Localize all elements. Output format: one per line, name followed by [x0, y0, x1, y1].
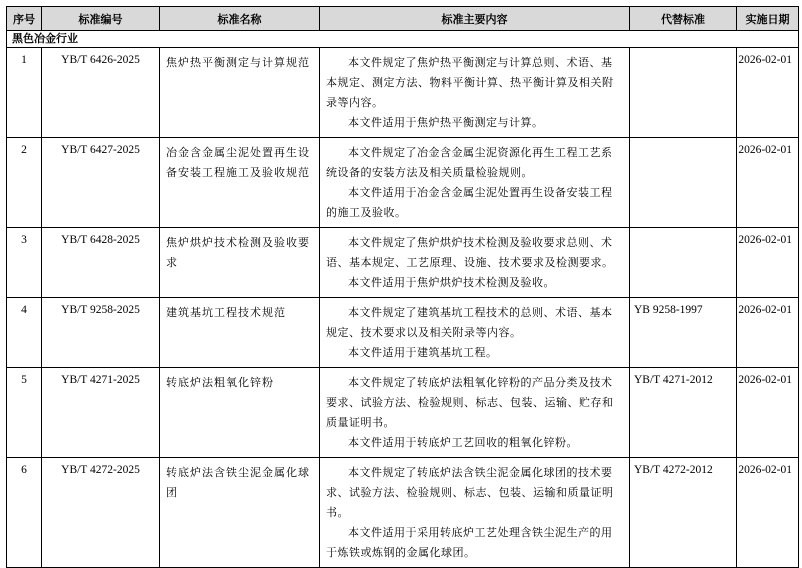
row-name: 焦炉热平衡测定与计算规范: [160, 48, 320, 138]
row-code: YB/T 9258-2025: [42, 298, 160, 368]
row-code: YB/T 4272-2025: [42, 458, 160, 568]
row-seq: 3: [7, 228, 42, 298]
row-replaced: YB 9258-1997: [630, 298, 737, 368]
row-replaced: [630, 138, 737, 228]
standards-table: [6, 6, 799, 568]
row-seq: 2: [7, 138, 42, 228]
row-code: YB/T 4271-2025: [42, 368, 160, 458]
row-content-para1: 本文件规定了建筑基坑工程技术的总则、术语、基本规定、技术要求以及相关附录等内容。: [326, 306, 613, 339]
row-replaced: [630, 228, 737, 298]
row-content-para1: 本文件规定了转底炉法含铁尘泥金属化球团的技术要求、试验方法、检验规则、标志、包装、运输和质量证明书。: [326, 466, 614, 519]
row-content-para2: 本文件适用于冶金含金属尘泥处置再生设备安装工程的施工及验收。: [326, 186, 613, 219]
header-date: 实施日期: [737, 7, 799, 31]
table-row: [7, 228, 799, 298]
row-replaced: YB/T 4271-2012: [630, 368, 737, 458]
row-content-para1: 本文件规定了冶金含金属尘泥资源化再生工程工艺系统设备的安装方法及相关质量检验规则。: [326, 146, 613, 179]
row-date: 2026-02-01: [737, 458, 799, 568]
row-date: 2026-02-01: [737, 138, 799, 228]
row-code: YB/T 6427-2025: [42, 138, 160, 228]
row-name: 冶金含金属尘泥处置再生设备安装工程施工及验收规范: [160, 138, 320, 228]
row-content-para2: 本文件适用于采用转底炉工艺处理含铁尘泥生产的用于炼铁或炼钢的金属化球团。: [326, 526, 613, 559]
header-replaced: 代替标准: [630, 7, 737, 31]
row-replaced: YB/T 4272-2012: [630, 458, 737, 568]
row-content: [320, 368, 630, 458]
row-replaced: [630, 48, 737, 138]
row-name: 转底炉法粗氧化锌粉: [160, 368, 320, 458]
table-row: [7, 458, 799, 568]
row-content: [320, 138, 630, 228]
row-content-para1: 本文件规定了转底炉法粗氧化锌粉的产品分类及技术要求、试验方法、检验规则、标志、包装、运输、贮存和质量证明书。: [326, 376, 614, 429]
row-seq: 1: [7, 48, 42, 138]
row-seq: 4: [7, 298, 42, 368]
row-date: 2026-02-01: [737, 228, 799, 298]
row-content-para2: 本文件适用于建筑基坑工程。: [348, 346, 498, 359]
header-content: 标准主要内容: [320, 7, 630, 31]
header-code: 标准编号: [42, 7, 160, 31]
row-name: 建筑基坑工程技术规范: [160, 298, 320, 368]
row-content: [320, 48, 630, 138]
row-content-para1: 本文件规定了焦炉烘炉技术检测及验收要求总则、术语、基本规定、工艺原理、设施、技术要求及检测要求。: [326, 236, 614, 269]
header-name: 标准名称: [160, 7, 320, 31]
row-code: YB/T 6428-2025: [42, 228, 160, 298]
row-content: [320, 228, 630, 298]
row-date: 2026-02-01: [737, 368, 799, 458]
row-content: [320, 458, 630, 568]
section-row: [7, 31, 799, 48]
row-content-para2: 本文件适用于焦炉烘炉技术检测及验收。: [348, 276, 555, 289]
row-content-para1: 本文件规定了焦炉热平衡测定与计算总则、术语、基本规定、测定方法、物料平衡计算、热平衡计算及相关附录等内容。: [326, 56, 614, 109]
row-content: [320, 298, 630, 368]
header-row: [7, 7, 799, 31]
row-date: 2026-02-01: [737, 48, 799, 138]
table-row: [7, 138, 799, 228]
row-date: 2026-02-01: [737, 298, 799, 368]
row-name: 焦炉烘炉技术检测及验收要求: [160, 228, 320, 298]
row-content-para2: 本文件适用于焦炉热平衡测定与计算。: [348, 116, 544, 129]
row-seq: 5: [7, 368, 42, 458]
row-name: 转底炉法含铁尘泥金属化球团: [160, 458, 320, 568]
standards-table-page: [6, 6, 798, 568]
header-seq: 序号: [7, 7, 42, 31]
section-title: 黑色冶金行业: [7, 31, 799, 48]
row-content-para2: 本文件适用于转底炉工艺回收的粗氧化锌粉。: [348, 436, 578, 449]
table-row: [7, 298, 799, 368]
table-row: [7, 368, 799, 458]
row-seq: 6: [7, 458, 42, 568]
row-code: YB/T 6426-2025: [42, 48, 160, 138]
table-row: [7, 48, 799, 138]
